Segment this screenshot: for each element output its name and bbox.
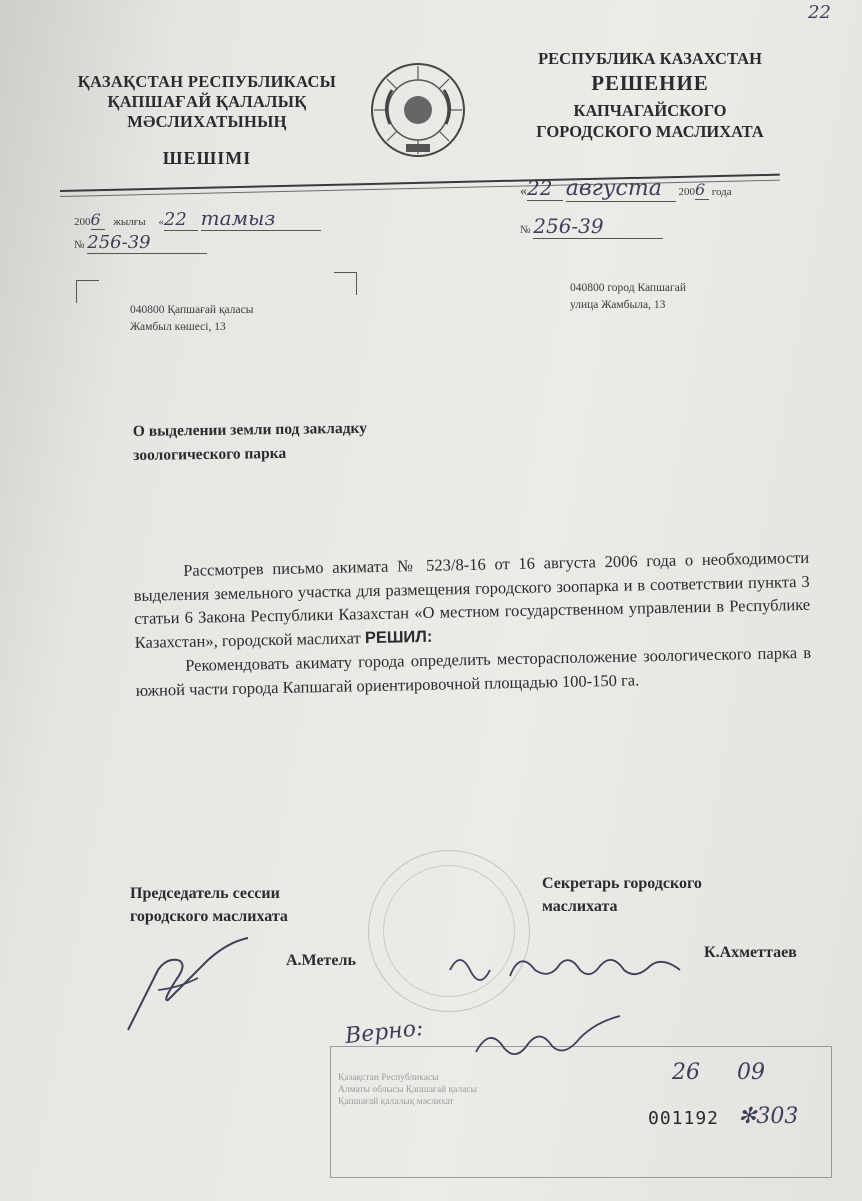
certification-signature bbox=[470, 1008, 630, 1068]
header-kz-line3: МӘСЛИХАТЫНЫҢ bbox=[127, 112, 287, 131]
header-ru-line2: КАПЧАГАЙСКОГО bbox=[573, 101, 727, 120]
body-para1-text: Рассмотрев письмо акимата № 523/8-16 от 16 августа 2006 года о необходимости выделения земельного участка для размещения городского зоопарка и в соответствии пункта 3 статьи 6 Закона Республики Казахстан «О местном государственном управлении в Республике Казахстан», городской маслихат bbox=[133, 547, 811, 652]
date-kz-year: 6 bbox=[91, 210, 105, 230]
body-resolved: РЕШИЛ: bbox=[364, 627, 433, 647]
sig-right-title2: маслихата bbox=[542, 898, 618, 915]
certification-note: Верно: bbox=[343, 1015, 425, 1050]
date-kz-month: тамыз bbox=[201, 206, 321, 231]
certification-date: 26 09 bbox=[672, 1060, 765, 1085]
document-body bbox=[133, 546, 812, 702]
sig-left-title2: городского маслихата bbox=[130, 908, 288, 925]
address-kz-line2: Жамбыл көшесі, 13 bbox=[130, 321, 226, 333]
body-paragraph-1 bbox=[133, 546, 811, 655]
number-kz bbox=[74, 232, 207, 254]
sig-left-name: А.Метель bbox=[286, 952, 356, 969]
address-kz bbox=[130, 302, 253, 336]
date-kz bbox=[74, 206, 321, 231]
number-ru bbox=[520, 214, 663, 239]
address-ru-line1: 040800 город Капшагай bbox=[570, 282, 687, 294]
date-ru-month: августа bbox=[566, 176, 676, 202]
number-kz-prefix: № bbox=[74, 239, 85, 251]
sig-right-title1: Секретарь городского bbox=[542, 875, 702, 892]
stamp-text-line1: Қазақстан Республикасы bbox=[338, 1073, 439, 1083]
header-ru bbox=[520, 48, 780, 142]
sig-right-name: К.Ахметтаев bbox=[704, 944, 797, 961]
number-ru-value: 256-39 bbox=[533, 214, 663, 239]
number-ru-prefix: № bbox=[520, 224, 531, 236]
date-kz-quote: « bbox=[158, 216, 164, 228]
subject-line2: зоологического парка bbox=[133, 444, 287, 464]
signature-block-left bbox=[130, 882, 288, 928]
stamp-suffix: ✻303 bbox=[738, 1104, 799, 1129]
header-kz bbox=[72, 72, 342, 168]
stamp-text-line3: Қапшағай қалалық мәслихат bbox=[338, 1097, 454, 1107]
header-ru-title: РЕШЕНИЕ bbox=[591, 71, 709, 95]
date-ru-day: 22 bbox=[527, 176, 563, 201]
state-emblem-icon bbox=[368, 60, 468, 160]
address-corner-right bbox=[334, 272, 357, 295]
document-subject bbox=[133, 417, 368, 468]
page-number: 22 bbox=[808, 2, 831, 23]
date-kz-prefix: 200 bbox=[74, 216, 91, 228]
date-ru-prefix: 200 bbox=[678, 186, 695, 198]
address-corner-left bbox=[76, 280, 99, 303]
stamp-number: 001192 bbox=[648, 1108, 720, 1129]
subject-line1: О выделении земли под закладку bbox=[132, 419, 368, 441]
date-ru bbox=[520, 176, 732, 202]
header-kz-line1: ҚАЗАҚСТАН РЕСПУБЛИКАСЫ bbox=[77, 72, 337, 91]
date-kz-year-word: жылғы bbox=[113, 216, 146, 228]
header-ru-line1: РЕСПУБЛИКА КАЗАХСТАН bbox=[538, 49, 762, 68]
number-kz-value: 256-39 bbox=[87, 232, 207, 254]
body-paragraph-2: Рекомендовать акимату города определить месторасположение зоологического парка в южной части города Капшагай ориентировочной площадью 100-150 га. bbox=[135, 642, 812, 700]
date-ru-quote: « bbox=[520, 184, 527, 199]
date-kz-day: 22 bbox=[164, 209, 198, 231]
signature-right-scribble bbox=[440, 940, 700, 990]
stamp-text-line2: Алматы облысы Қапшағай қаласы bbox=[338, 1085, 477, 1095]
header-ru-line3: ГОРОДСКОГО МАСЛИХАТА bbox=[536, 122, 764, 141]
signature-left-scribble bbox=[118, 930, 258, 1040]
date-ru-year: 6 bbox=[695, 180, 709, 200]
address-kz-line1: 040800 Қапшағай қаласы bbox=[130, 304, 254, 316]
address-ru bbox=[570, 280, 686, 314]
sig-left-title1: Председатель сессии bbox=[130, 885, 280, 902]
date-ru-year-word: года bbox=[711, 186, 732, 198]
address-ru-line2: улица Жамбыла, 13 bbox=[570, 299, 666, 311]
signature-block-right bbox=[542, 872, 702, 918]
header-kz-line2: ҚАПШАҒАЙ ҚАЛАЛЫҚ bbox=[107, 92, 307, 111]
header-kz-title: ШЕШІМІ bbox=[162, 148, 252, 168]
stamp-text bbox=[338, 1072, 538, 1108]
